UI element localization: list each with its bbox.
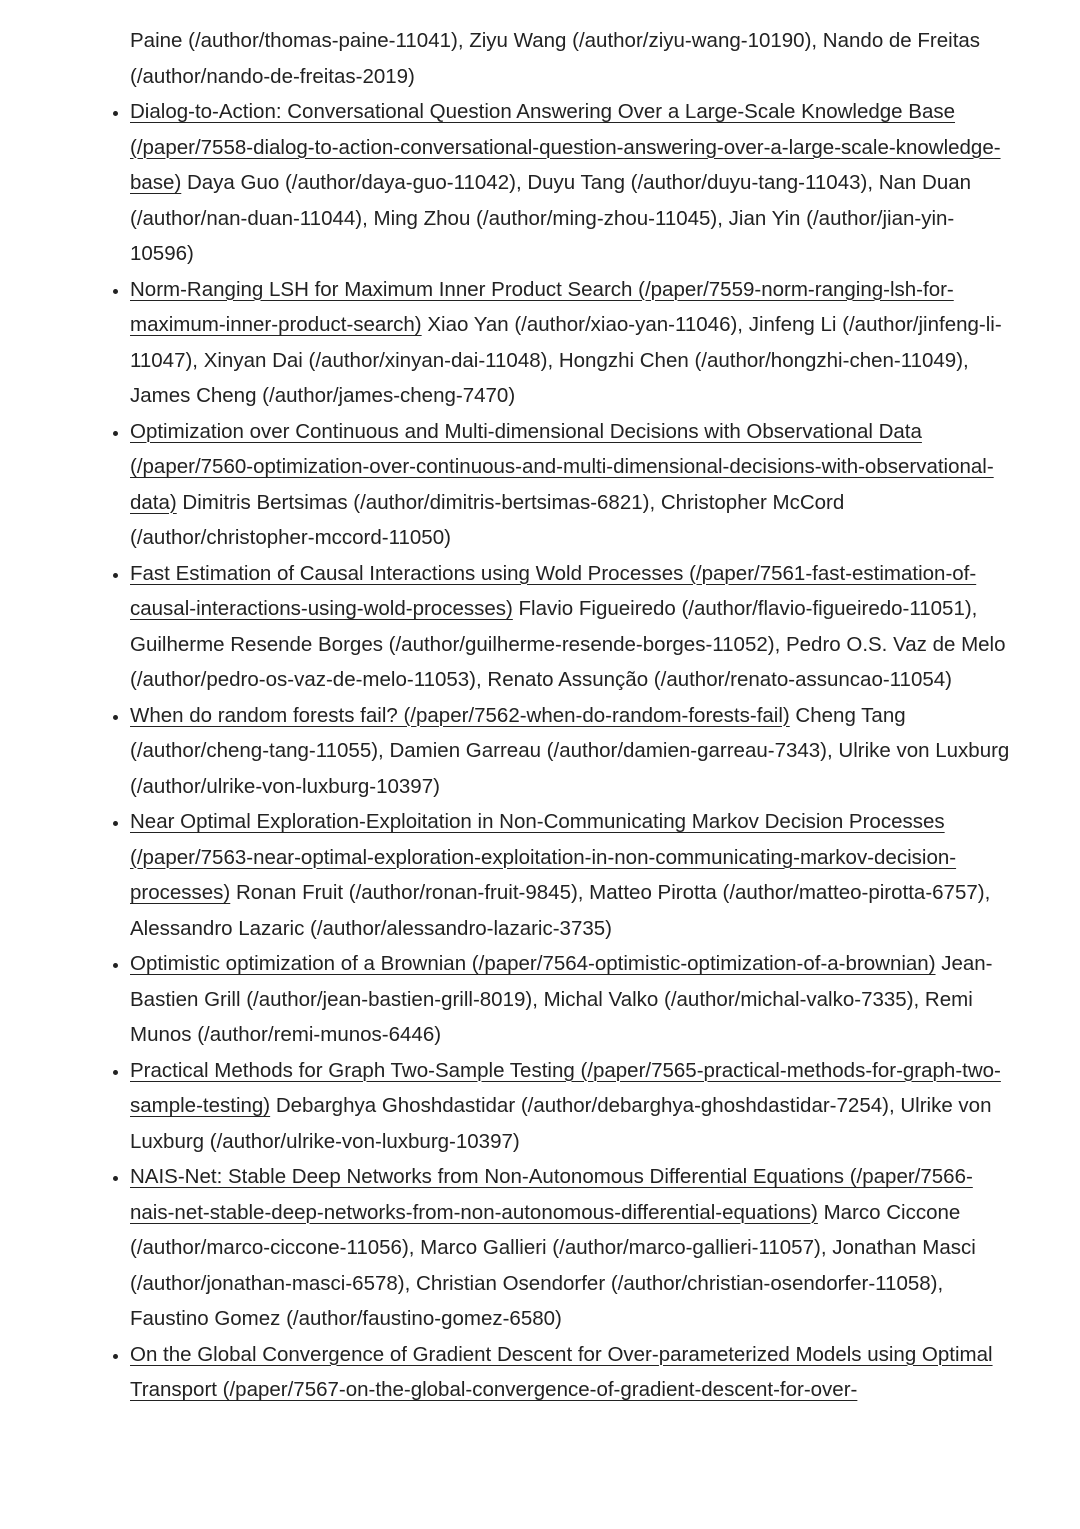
list-item — [130, 94, 1010, 272]
paper-link[interactable]: Dialog-to-Action: Conversational Question Answering Over a Large-Scale Knowledge Base (/paper/7558-dialog-to-action-conversational-question-answering-over-a-large-scale-knowledge-base) — [130, 100, 1001, 194]
paper-link[interactable]: NAIS-Net: Stable Deep Networks from Non-Autonomous Differential Equations (/paper/7566-nais-net-stable-deep-networks-from-non-autonomous-differential-equations) — [130, 1165, 973, 1224]
paper-list-page — [0, 23, 1080, 1408]
author-list: Daya Guo (/author/daya-guo-11042), Duyu Tang (/author/duyu-tang-11043), Nan Duan (/author/nan-duan-11044), Ming Zhou (/author/ming-zhou-11045), Jian Yin (/author/jian-yin-10596) — [130, 171, 972, 265]
list-item — [130, 1159, 1010, 1337]
list-item — [130, 414, 1010, 556]
paper-link[interactable]: On the Global Convergence of Gradient Descent for Over-parameterized Models using Optimal Transport (/paper/7567-on-the-global-convergence-of-gradient-descent-for-over- — [130, 1342, 993, 1401]
author-list: Jean-Bastien Grill (/author/jean-bastien-grill-8019), Michal Valko (/author/michal-valko-7335), Remi Munos (/author/remi-munos-6446) — [130, 952, 993, 1046]
list-item — [130, 1337, 1010, 1408]
paper-list — [0, 94, 1080, 1408]
continued-author-list: Paine (/author/thomas-paine-11041), Ziyu Wang (/author/ziyu-wang-10190), Nando de Freitas (/author/nando-de-freitas-2019) — [130, 29, 981, 88]
list-item — [130, 698, 1010, 805]
paper-link[interactable]: Norm-Ranging LSH for Maximum Inner Product Search (/paper/7559-norm-ranging-lsh-for-maximum-inner-product-search) — [130, 277, 954, 336]
list-item — [130, 556, 1010, 698]
paper-link[interactable]: Optimistic optimization of a Brownian (/paper/7564-optimistic-optimization-of-a-brownian) — [130, 952, 936, 975]
author-list: Dimitris Bertsimas (/author/dimitris-bertsimas-6821), Christopher McCord (/author/christopher-mccord-11050) — [130, 490, 845, 549]
author-list: Debarghya Ghoshdastidar (/author/debarghya-ghoshdastidar-7254), Ulrike von Luxburg (/author/ulrike-von-luxburg-10397) — [130, 1094, 992, 1153]
paper-link[interactable]: Fast Estimation of Causal Interactions using Wold Processes (/paper/7561-fast-estimation-of-causal-interactions-using-wold-processes) — [130, 561, 977, 620]
paper-link[interactable]: When do random forests fail? (/paper/7562-when-do-random-forests-fail) — [130, 703, 790, 727]
paper-link[interactable]: Optimization over Continuous and Multi-dimensional Decisions with Observational Data (/paper/7560-optimization-over-continuous-and-multi-dimensional-decisions-with-observational-data) — [130, 419, 994, 514]
author-list: Marco Ciccone (/author/marco-ciccone-11056), Marco Gallieri (/author/marco-gallieri-11057), Jonathan Masci (/author/jonathan-masci-6578), Christian Osendorfer (/author/christian-osendorfer-11058), Faustino Gomez (/author/faustino-gomez-6580) — [130, 1200, 976, 1330]
list-item — [130, 804, 1010, 946]
list-item — [130, 272, 1010, 414]
author-list: Cheng Tang (/author/cheng-tang-11055), Damien Garreau (/author/damien-garreau-7343), Ulrike von Luxburg (/author/ulrike-von-luxburg-10397) — [130, 703, 1010, 798]
paper-link[interactable]: Near Optimal Exploration-Exploitation in Non-Communicating Markov Decision Processes (/paper/7563-near-optimal-exploration-exploitation-in-non-communicating-markov-decision-processes) — [130, 810, 957, 904]
list-item — [130, 946, 1010, 1053]
author-list: Ronan Fruit (/author/ronan-fruit-9845), Matteo Pirotta (/author/matteo-pirotta-6757), Alessandro Lazaric (/author/alessandro-lazaric-3735) — [130, 881, 991, 940]
list-item — [130, 1053, 1010, 1160]
author-list: Xiao Yan (/author/xiao-yan-11046), Jinfeng Li (/author/jinfeng-li-11047), Xinyan Dai (/author/xinyan-dai-11048), Hongzhi Chen (/author/hongzhi-chen-11049), James Cheng (/author/james-cheng-7470) — [130, 313, 1002, 407]
author-list: Flavio Figueiredo (/author/flavio-figueiredo-11051), Guilherme Resende Borges (/author/guilherme-resende-borges-11052), Pedro O.S. Vaz de Melo (/author/pedro-os-vaz-de-melo-11053), Renato Assunção (/author/renato-assuncao-11054) — [130, 597, 1006, 691]
paper-link[interactable]: Practical Methods for Graph Two-Sample Testing (/paper/7565-practical-methods-for-graph-two-sample-testing) — [130, 1058, 1001, 1117]
